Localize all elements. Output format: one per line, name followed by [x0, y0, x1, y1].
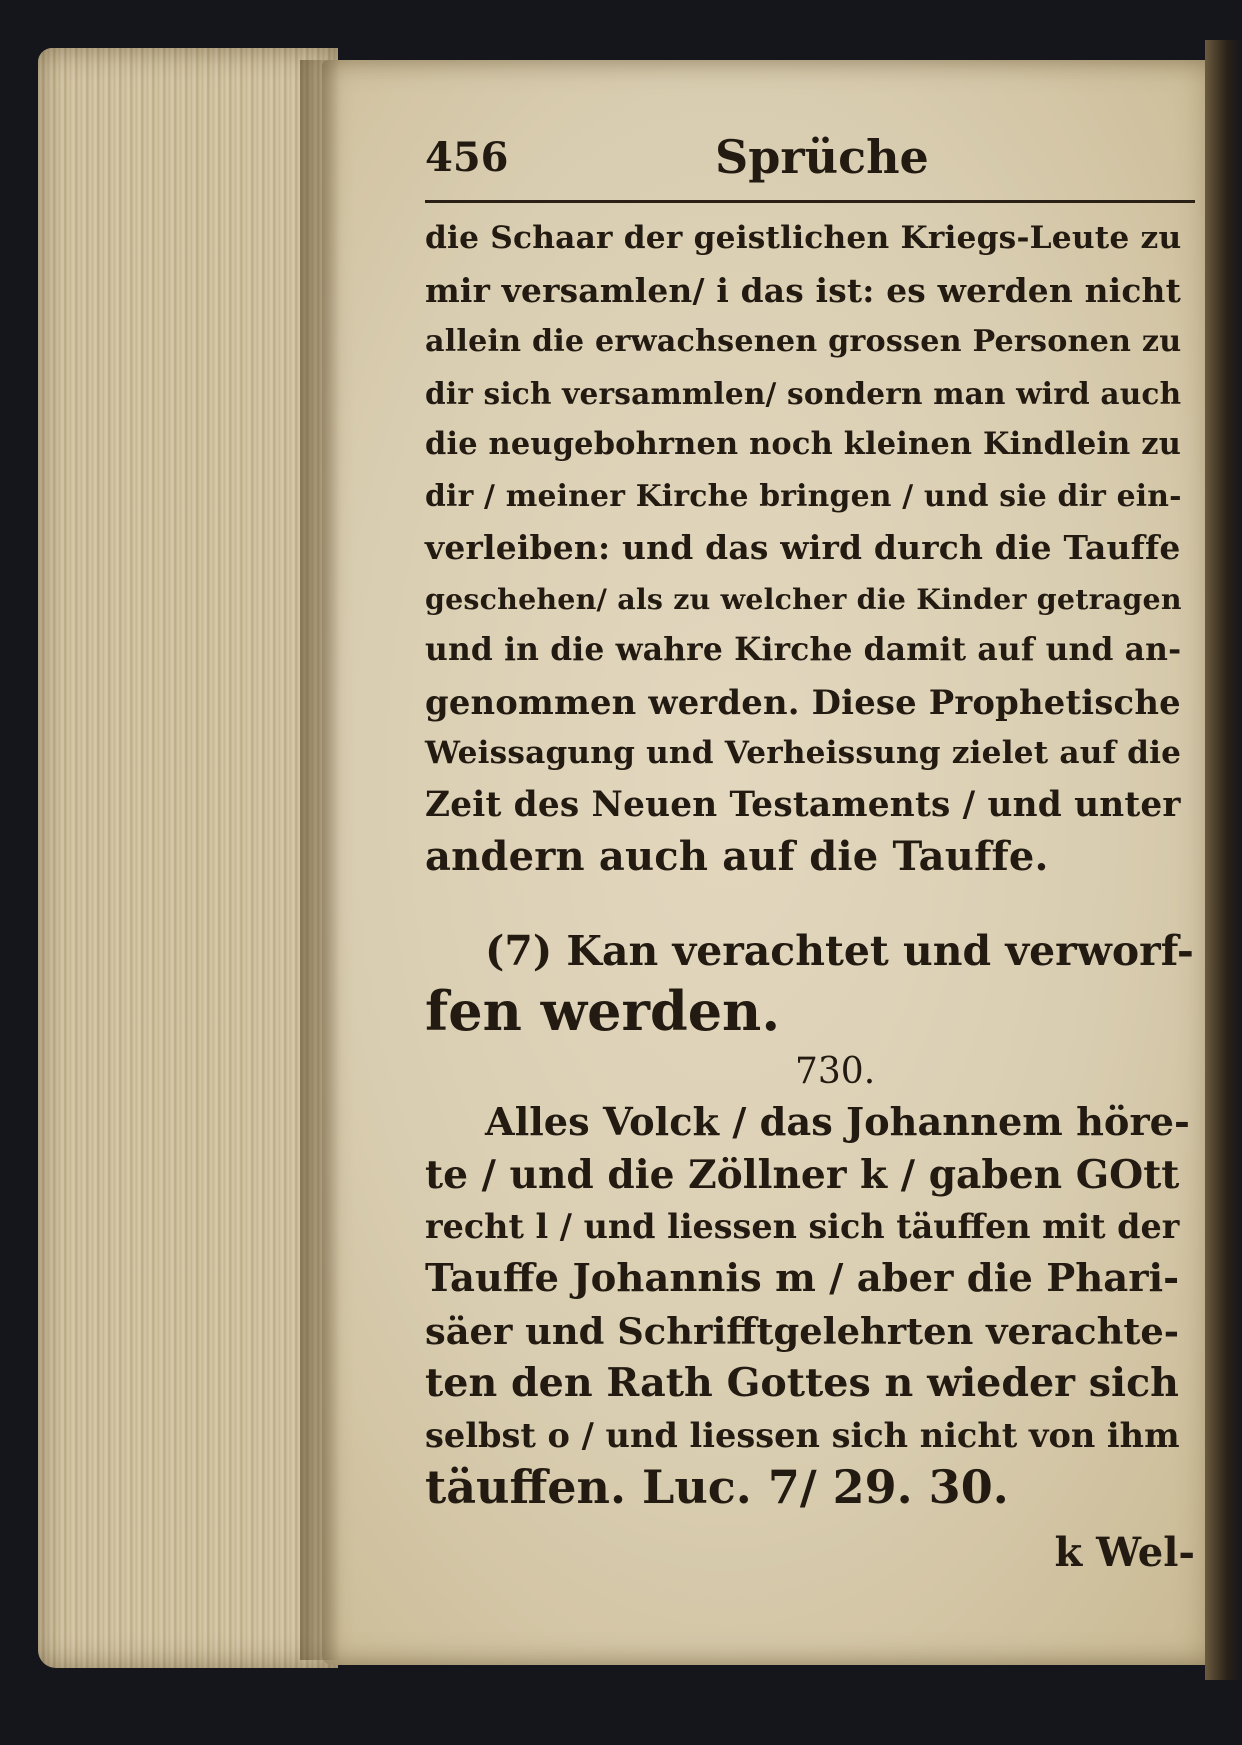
- verse-line: Alles Volck / das Johannem höre-: [485, 1099, 1190, 1145]
- verse-line: recht l / und liessen sich täuffen mit der: [425, 1206, 1180, 1246]
- text-line: andern auch auf die Tauffe.: [425, 833, 1049, 880]
- section-heading: [425, 921, 1195, 1041]
- text-line: verleiben: und das wird durch die Tauffe: [425, 528, 1181, 567]
- verse-line: ten den Rath Gottes n wieder sich: [425, 1359, 1179, 1406]
- verse-line: te / und die Zöllner k / gaben GOtt: [425, 1151, 1180, 1198]
- verse-line: säer und Schrifftgelehrten verachte-: [425, 1308, 1180, 1353]
- book-gutter: [1205, 40, 1242, 1680]
- page-number: 456: [425, 134, 509, 181]
- text-line: mir versamlen/ i das ist: es werden nicht: [425, 270, 1181, 310]
- text-line: dir sich versammlen/ sondern man wird auch: [425, 375, 1182, 411]
- page-curl-shadow: [300, 60, 340, 1660]
- heading-line: (7) Kan verachtet und verworf-: [485, 926, 1194, 975]
- text-line: die neugebohrnen noch kleinen Kindlein zu: [425, 426, 1182, 462]
- verse-line: Tauffe Johannis m / aber die Phari-: [425, 1255, 1180, 1301]
- catchword: k Wel-: [1054, 1528, 1195, 1576]
- text-line: Weissagung und Verheissung zielet auf die: [425, 735, 1182, 771]
- page-text: [425, 130, 1195, 1583]
- text-line: Zeit des Neuen Testaments / und unter: [425, 784, 1181, 825]
- verse-paragraph: [425, 1097, 1195, 1513]
- verse-line: selbst o / und liessen sich nicht von ihm: [425, 1414, 1180, 1455]
- commentary-paragraph: [425, 213, 1195, 883]
- page-stack-edge: [38, 48, 338, 1668]
- text-line: allein die erwachsenen grossen Personen zu: [425, 324, 1182, 359]
- text-line: die Schaar der geistlichen Kriegs-Leute zu: [425, 220, 1182, 256]
- text-line: und in die wahre Kirche damit auf und an-: [425, 632, 1182, 668]
- verse-line: täuffen. Luc. 7/ 29. 30.: [425, 1459, 1009, 1514]
- text-line: genommen werden. Diese Prophetische: [425, 681, 1181, 722]
- page-header: [425, 130, 1195, 203]
- verse-number: 730.: [795, 1050, 876, 1092]
- text-line: dir / meiner Kirche bringen / und sie dir ein-: [425, 478, 1182, 514]
- running-head: Sprüche: [715, 130, 929, 184]
- heading-line: fen werden.: [425, 978, 781, 1043]
- text-line: geschehen/ als zu welcher die Kinder getragen: [425, 581, 1182, 616]
